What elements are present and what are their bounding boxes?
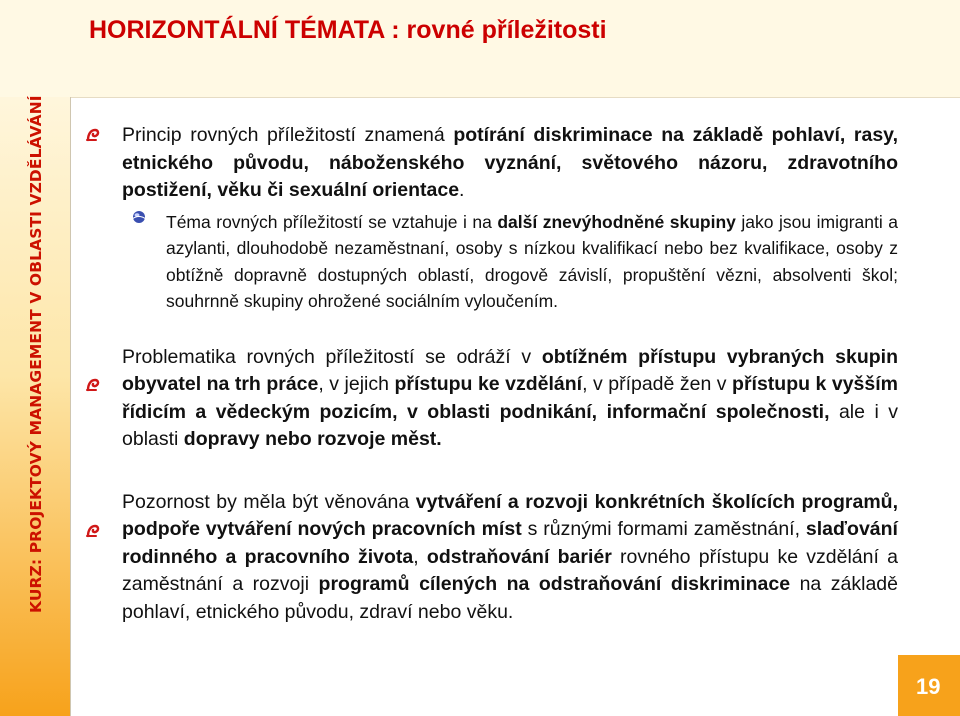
slide-title: HORIZONTÁLNÍ TÉMATA : rovné příležitosti <box>89 16 607 44</box>
bold-run: potírání diskriminace na základě pohlaví, rasy, etnického původu, náboženského vyznání, světového názoru, zdravotního postižení, věku či sexuální orientace <box>122 124 898 201</box>
sidebar-course-label: KURZ: PROJEKTOVÝ MANAGEMENT V OBLASTI VZDĚLÁVÁNÍ <box>27 95 45 613</box>
text-run: jako jsou imigranti a azylanti, dlouhodobě nezaměstnaní, osoby s nízkou kvalifikací nebo bez kvalifikace, osoby z obtížně dopravně dostupných oblastí, drogově závislí, propuštění vězni, absolventi škol; souhrnně skupiny ohrožené sociálním vyloučením. <box>166 211 898 311</box>
text-run: na základě pohlaví, etnického původu, zdraví nebo věku. <box>122 573 898 623</box>
text-run: Pozornost by měla být věnována <box>122 490 416 513</box>
bold-run: vytváření a rozvoji konkrétních školících programů, podpoře vytváření nových pracovních míst <box>122 490 898 540</box>
text-run: rovného přístupu ke vzdělání a zaměstnání a rozvoji <box>122 545 898 595</box>
text-run: , v jejich <box>318 373 395 395</box>
bold-run: slaďování rodinného a pracovního života <box>122 518 898 568</box>
text-run: , v případě žen v <box>582 373 733 395</box>
red-swirl-bullet-icon <box>85 378 101 392</box>
text-run: , <box>413 545 427 568</box>
bold-run: přístupu ke vzdělání <box>394 373 583 395</box>
sidebar-divider <box>70 97 71 716</box>
red-swirl-bullet-icon <box>85 128 101 142</box>
text-run: . <box>459 179 465 201</box>
bold-run: obtížném přístupu vybraných skupin obyvatel na trh práce <box>122 345 898 395</box>
slide-content <box>122 122 898 626</box>
bold-run: programů cílených na odstraňování diskriminace <box>318 573 791 595</box>
header-divider <box>0 97 960 98</box>
bold-run: další znevýhodněné skupiny <box>497 211 736 232</box>
page-number: 19 <box>916 674 941 699</box>
paragraph-problematics <box>122 344 898 454</box>
bold-run: přístupu k vyšším řídicím a vědeckým pozicím, v oblasti podnikání, informační společnosti, <box>122 373 898 423</box>
paragraph-attention <box>122 489 898 627</box>
paragraph-principle <box>122 122 898 205</box>
red-swirl-bullet-icon <box>85 524 101 538</box>
text-run: Problematika rovných příležitostí se odráží v <box>122 345 542 368</box>
text-run: ale i v oblasti <box>122 400 899 450</box>
text-run: s různými formami zaměstnání, <box>521 518 806 540</box>
text-run: Princip rovných příležitostí znamená <box>122 124 454 146</box>
slide-header <box>0 0 960 97</box>
bold-run: dopravy nebo rozvoje měst. <box>183 428 442 450</box>
paragraph-disadvantaged-groups <box>166 209 898 315</box>
text-run: Téma rovných příležitostí se vztahuje i na <box>166 211 498 232</box>
bold-run: odstraňování bariér <box>426 545 612 568</box>
